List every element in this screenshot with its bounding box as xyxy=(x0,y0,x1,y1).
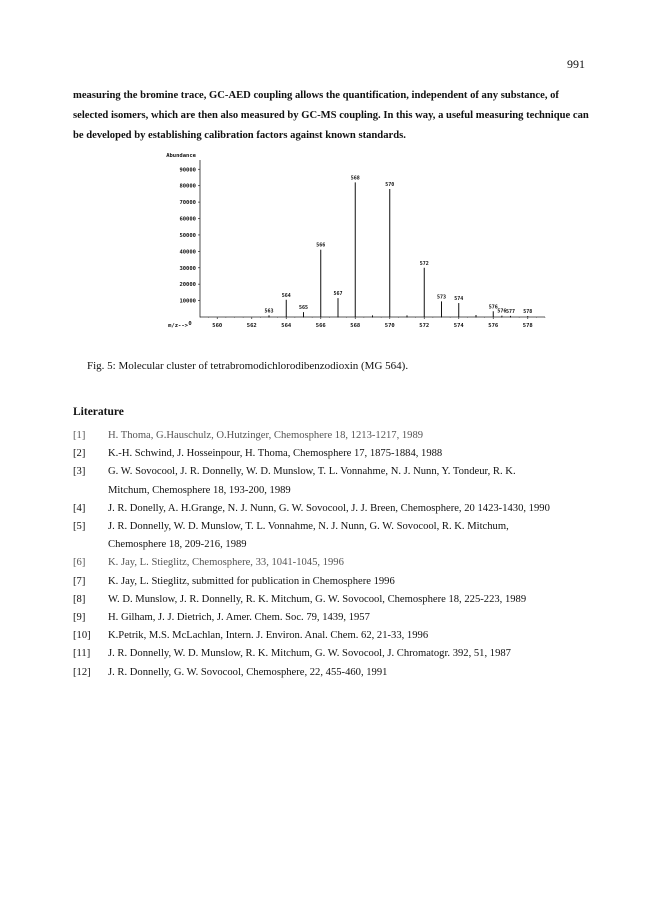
intro-line: be developed by establishing calibration factors against known standards. xyxy=(73,130,406,141)
reference-line: Chemosphere 18, 209-216, 1989 xyxy=(108,539,247,551)
reference-line: H. Thoma, G.Hauschulz, O.Hutzinger, Chemosphere 18, 1213-1217, 1989 xyxy=(108,430,424,441)
reference-line: K.Petrik, M.S. McLachlan, Intern. J. Environ. Anal. Chem. 62, 21-33, 1996 xyxy=(108,630,429,642)
peak-label: 573 xyxy=(436,294,447,301)
peak-label: 577 xyxy=(505,308,516,315)
reference-item xyxy=(73,500,613,518)
reference-number: [10] xyxy=(73,630,91,642)
peak-label: 578 xyxy=(523,309,533,316)
reference-line: K. Jay, L. Stieglitz, submitted for publication in Chemosphere 1996 xyxy=(108,575,395,587)
reference-number: [7] xyxy=(73,575,86,587)
reference-number: [3] xyxy=(73,466,86,478)
reference-line: G. W. Sovocool, J. R. Donnelly, W. D. Munslow, T. L. Vonnahme, N. J. Nunn, Y. Tondeur, R. K. xyxy=(108,466,516,478)
y-tick-label: 10000 xyxy=(179,298,196,305)
reference-item xyxy=(73,427,613,445)
x-tick-label: 560 xyxy=(212,323,223,329)
peak-label: 565 xyxy=(298,305,309,312)
reference-item xyxy=(73,554,613,572)
peak-label: 563 xyxy=(264,308,274,315)
x-tick-label: 570 xyxy=(384,323,395,329)
peak-label: 576 xyxy=(488,304,498,311)
reference-number: [5] xyxy=(73,521,86,533)
reference-number: [11] xyxy=(73,648,91,660)
reference-line: H. Gilham, J. J. Dietrich, J. Amer. Chem. Soc. 79, 1439, 1957 xyxy=(108,612,370,624)
reference-text xyxy=(108,427,613,445)
reference-line: J. R. Donelly, A. H.Grange, N. J. Nunn, G. W. Sovocool, J. J. Breen, Chemosphere, 20 1423-1430, 1990 xyxy=(108,502,550,514)
reference-item xyxy=(73,591,613,609)
reference-number: [1] xyxy=(73,430,86,441)
peak-label: 566 xyxy=(316,242,326,249)
reference-text xyxy=(108,627,613,645)
mass-spectrum-chart xyxy=(140,152,560,342)
peak-label: 574 xyxy=(454,296,464,303)
y-tick-label: 80000 xyxy=(179,183,196,190)
x-tick-label: 562 xyxy=(246,323,257,329)
page-number: 991 xyxy=(567,57,585,71)
x-tick-label: 578 xyxy=(522,323,533,329)
y-tick-label: 30000 xyxy=(179,265,196,272)
y-tick-label: 90000 xyxy=(179,167,196,174)
intro-line: measuring the bromine trace, GC-AED coupling allows the quantification, independent of any substance, of xyxy=(73,90,559,101)
y-tick-label: 50000 xyxy=(179,232,196,239)
reference-text xyxy=(108,463,613,499)
reference-text xyxy=(108,573,613,591)
literature-heading: Literature xyxy=(73,406,124,418)
x-tick-label: 572 xyxy=(419,323,430,329)
x-tick-label: 566 xyxy=(315,323,326,329)
reference-number: [8] xyxy=(73,593,86,605)
reference-text xyxy=(108,445,613,463)
reference-number: [6] xyxy=(73,557,86,569)
reference-number: [12] xyxy=(73,666,91,678)
reference-item xyxy=(73,627,613,645)
reference-line: W. D. Munslow, J. R. Donnelly, R. K. Mitchum, G. W. Sovocool, Chemosphere 18, 225-223, 1989 xyxy=(108,593,527,605)
reference-line: J. R. Donnelly, G. W. Sovocool, Chemosphere, 22, 455-460, 1991 xyxy=(108,666,388,678)
reference-item xyxy=(73,518,613,554)
reference-line: J. R. Donnelly, W. D. Munslow, R. K. Mitchum, G. W. Sovocool, J. Chromatogr. 392, 51, 1987 xyxy=(108,648,511,660)
y-tick-label: 40000 xyxy=(179,249,196,256)
reference-text xyxy=(108,500,613,518)
reference-text xyxy=(108,554,613,572)
x-tick-label: 576 xyxy=(488,323,499,329)
chart-svg xyxy=(140,152,560,342)
peak-label: 572 xyxy=(419,260,429,267)
reference-item xyxy=(73,463,613,499)
reference-text xyxy=(108,664,613,682)
reference-text xyxy=(108,645,613,663)
reference-line: K. Jay, L. Stieglitz, Chemosphere, 33, 1041-1045, 1996 xyxy=(108,557,344,569)
y-tick-label: 70000 xyxy=(179,200,196,207)
y-tick-label: 60000 xyxy=(179,216,196,223)
reference-item xyxy=(73,573,613,591)
intro-paragraph xyxy=(73,86,606,146)
peak-label: 564 xyxy=(281,292,291,299)
reference-number: [2] xyxy=(73,448,86,460)
reference-item xyxy=(73,445,613,463)
peak-label: 576 xyxy=(497,308,507,315)
reference-line: Mitchum, Chemosphere 18, 193-200, 1989 xyxy=(108,484,291,496)
x-tick-label: 574 xyxy=(453,323,464,329)
reference-list xyxy=(73,427,613,682)
reference-item xyxy=(73,609,613,627)
y-axis-label: Abundance xyxy=(166,153,196,159)
x-origin-label: 0 xyxy=(188,321,192,327)
x-tick-label: 564 xyxy=(281,323,292,329)
figure-caption: Fig. 5: Molecular cluster of tetrabromodichlorodibenzodioxin (MG 564). xyxy=(87,360,409,372)
x-axis-label: m/z--> xyxy=(168,323,188,329)
peak-label: 567 xyxy=(333,291,343,298)
x-tick-label: 568 xyxy=(350,323,361,329)
reference-number: [4] xyxy=(73,502,86,514)
reference-item xyxy=(73,664,613,682)
peak-label: 570 xyxy=(385,181,395,188)
reference-text xyxy=(108,591,613,609)
reference-text xyxy=(108,518,613,554)
peak-label: 568 xyxy=(350,175,360,182)
reference-line: K.-H. Schwind, J. Hosseinpour, H. Thoma, Chemosphere 17, 1875-1884, 1988 xyxy=(108,448,443,460)
y-tick-label: 20000 xyxy=(179,282,196,289)
reference-text xyxy=(108,609,613,627)
reference-item xyxy=(73,645,613,663)
reference-line: J. R. Donnelly, W. D. Munslow, T. L. Vonnahme, N. J. Nunn, G. W. Sovocool, R. K. Mitchum, xyxy=(108,521,509,533)
intro-line: selected isomers, which are then also measured by GC-MS coupling. In this way, a useful measuring technique can xyxy=(73,110,589,121)
reference-number: [9] xyxy=(73,612,86,624)
